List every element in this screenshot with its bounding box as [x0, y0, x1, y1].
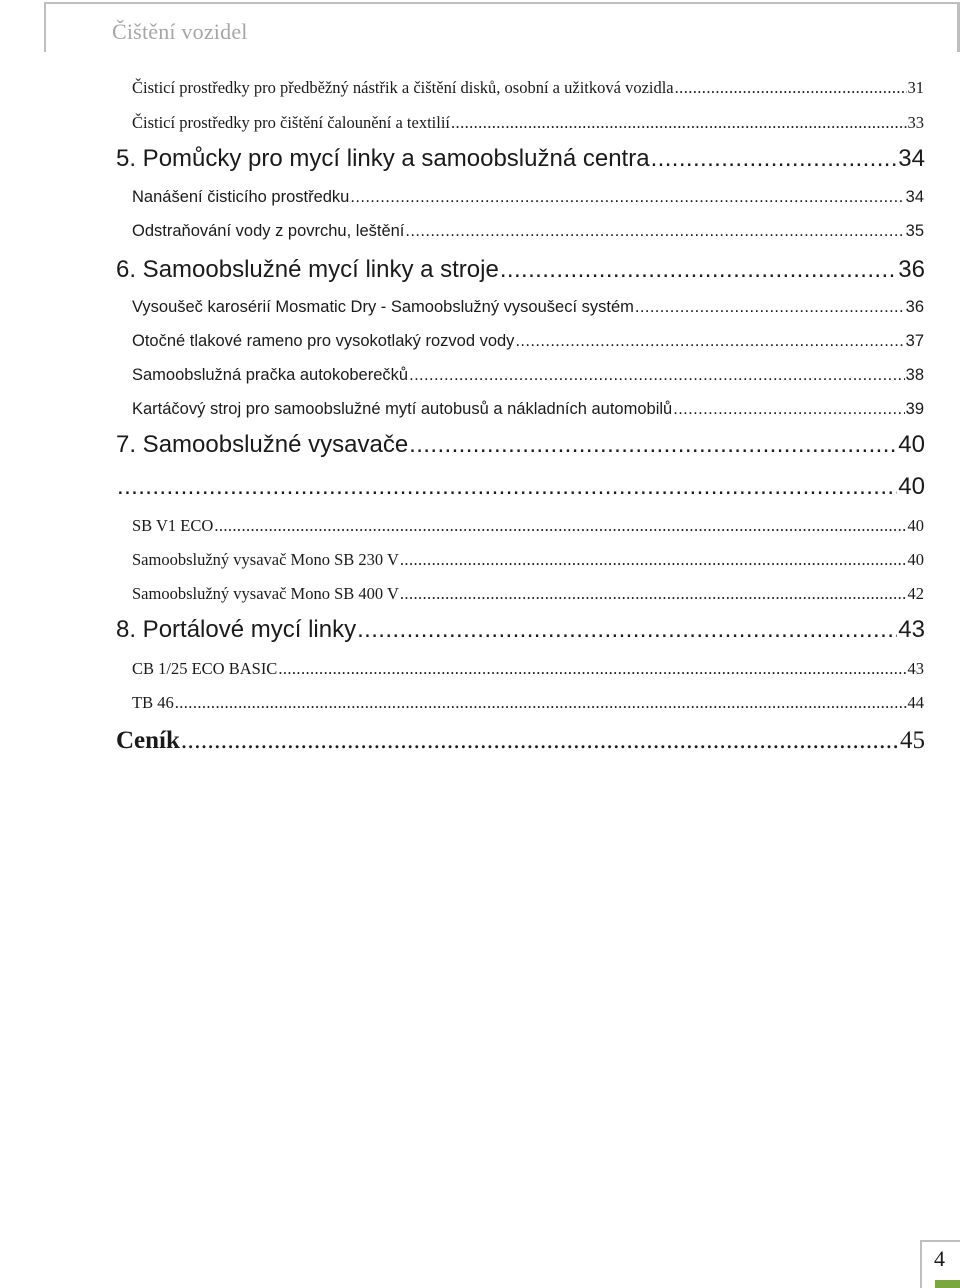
toc-leader: [357, 616, 897, 644]
toc-entry-label: Samoobslužný vysavač Mono SB 230 V: [132, 550, 399, 569]
toc-chapter-entry[interactable]: [116, 145, 925, 173]
toc-entry-label: 5. Pomůcky pro mycí linky a samoobslužná centra: [116, 145, 650, 172]
toc-entry-page: 37: [905, 332, 924, 350]
toc-entry-label: Odstraňování vody z povrchu, leštění: [132, 222, 405, 240]
toc-chapter-entry[interactable]: [116, 473, 925, 501]
toc-entry-page: 44: [907, 693, 924, 712]
toc-entry-label: 6. Samoobslužné mycí linky a stroje: [116, 256, 499, 283]
toc-entry-label: SB V1 ECO: [132, 516, 214, 535]
footer-top-rule: [920, 1240, 960, 1242]
toc-leader: [673, 399, 904, 419]
toc-entry-page: 40: [898, 431, 925, 458]
toc-entry-label: TB 46: [132, 693, 174, 712]
toc-entry-page: 40: [898, 473, 925, 500]
toc-entry-page: 33: [907, 113, 924, 132]
toc-entry-page: 40: [907, 516, 924, 535]
toc-leader: [181, 726, 899, 756]
toc-entry[interactable]: [132, 516, 924, 536]
toc-entry[interactable]: [132, 221, 924, 241]
toc-leader: [451, 113, 906, 133]
header-top-rule: [44, 2, 960, 4]
toc-entry-page: 39: [905, 400, 924, 418]
toc-leader: [500, 256, 897, 284]
footer-left-rule: [920, 1240, 922, 1288]
toc-chapter-entry[interactable]: [116, 256, 925, 284]
toc-entry-label: Samoobslužný vysavač Mono SB 400 V: [132, 584, 399, 603]
page-number: 4: [934, 1246, 945, 1271]
toc-entry-label: 7. Samoobslužné vysavače: [116, 431, 409, 458]
toc-entry-page: 36: [905, 298, 924, 316]
toc-entry-label: Čisticí prostředky pro předběžný nástřik a čištění disků, osobní a užitková vozidla: [132, 78, 674, 97]
toc-entry-label: Vysoušeč karosérií Mosmatic Dry - Samoobslužný vysoušecí systém: [132, 298, 634, 316]
toc-leader: [409, 365, 905, 385]
toc-entry-page: 43: [907, 659, 924, 678]
toc-leader: [350, 187, 904, 207]
toc-entry[interactable]: [132, 365, 924, 385]
toc-leader: [635, 297, 905, 317]
toc-entry[interactable]: [132, 399, 924, 419]
toc-entry[interactable]: [132, 113, 924, 133]
toc-leader: [405, 221, 904, 241]
toc-entry[interactable]: [132, 550, 924, 570]
toc-leader: [117, 473, 897, 501]
toc-entry[interactable]: [132, 659, 924, 679]
toc-entry-label: Nanášení čisticího prostředku: [132, 188, 350, 206]
toc-entry-label: Ceník: [116, 727, 180, 754]
toc-entry[interactable]: [132, 331, 924, 351]
toc-chapter-entry[interactable]: [116, 616, 925, 644]
toc-chapter-entry[interactable]: [116, 726, 925, 756]
toc-leader: [515, 331, 904, 351]
toc-leader: [675, 78, 907, 98]
toc-entry-page: 42: [907, 584, 924, 603]
toc-entry-label: Kartáčový stroj pro samoobslužné mytí autobusů a nákladních automobilů: [132, 400, 673, 418]
toc-leader: [278, 659, 906, 679]
toc-chapter-entry[interactable]: [116, 431, 925, 459]
toc-leader: [409, 431, 897, 459]
toc-entry-label: 8. Portálové mycí linky: [116, 616, 357, 643]
toc-entry[interactable]: [132, 584, 924, 604]
toc-leader: [175, 693, 907, 713]
toc-entry-page: 34: [905, 188, 924, 206]
header-title: Čištění vozidel: [112, 19, 248, 44]
toc-entry-label: Otočné tlakové rameno pro vysokotlaký rozvod vody: [132, 332, 515, 350]
footer-accent-bar: [935, 1280, 960, 1288]
toc-entry-page: 40: [907, 550, 924, 569]
toc-entry-page: 43: [898, 616, 925, 643]
toc-entry-label: Samoobslužná pračka autokoberečků: [132, 366, 409, 384]
toc-entry-page: 34: [898, 145, 925, 172]
toc-entry-page: 36: [898, 256, 925, 283]
toc-entry-page: 35: [905, 222, 924, 240]
toc-leader: [400, 584, 907, 604]
toc-entry-label: Čisticí prostředky pro čištění čalounění a textilií: [132, 113, 451, 132]
toc-entry-page: 38: [905, 366, 924, 384]
toc-entry[interactable]: [132, 693, 924, 713]
toc-entry[interactable]: [132, 78, 924, 98]
toc-entry-page: 31: [907, 78, 924, 97]
toc-entry[interactable]: [132, 297, 924, 317]
header-left-rule: [44, 2, 46, 52]
page-header: [0, 0, 960, 52]
toc-leader: [214, 516, 906, 536]
toc-leader: [651, 145, 898, 173]
toc-entry-page: 45: [900, 727, 925, 754]
toc-entry[interactable]: [132, 187, 924, 207]
toc-leader: [400, 550, 907, 570]
toc-entry-label: CB 1/25 ECO BASIC: [132, 659, 278, 678]
